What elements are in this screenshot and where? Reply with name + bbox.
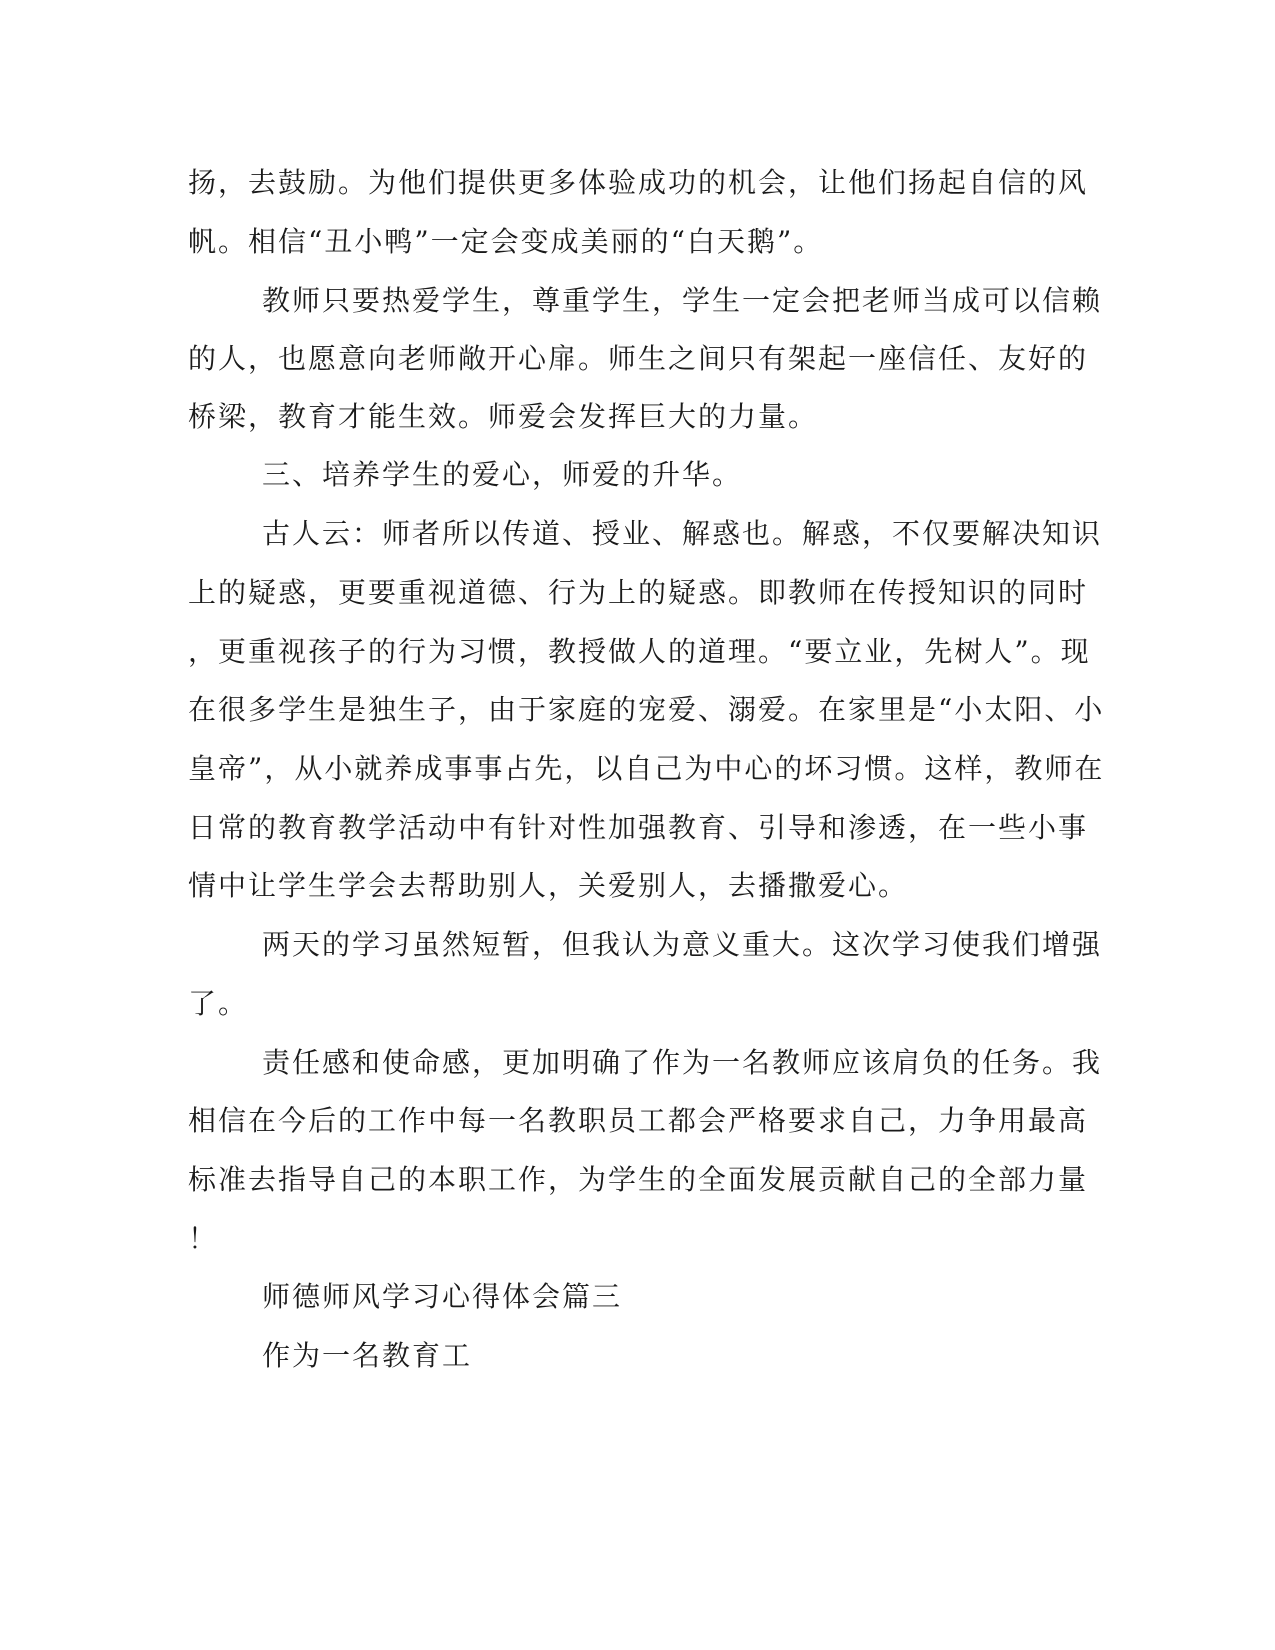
section-heading: 三、培养学生的爱心，师爱的升华。 [262, 458, 743, 491]
text-line: 上的疑惑，更要重视道德、行为上的疑惑。即教师在传授知识的同时 [188, 576, 1089, 609]
paragraph-first-line: 作为一名教育工 [262, 1339, 473, 1372]
text-line: 情中让学生学会去帮助别人，关爱别人，去播撒爱心。 [188, 869, 909, 902]
text-line: 帆。相信“丑小鸭”一定会变成美丽的“白天鹅”。 [188, 225, 824, 258]
text-line: ，更重视孩子的行为习惯，教授做人的道理。“要立业，先树人”。现 [188, 635, 1091, 668]
text-line: 标准去指导自己的本职工作，为学生的全面发展贡献自己的全部力量 [188, 1163, 1089, 1196]
text-line: 桥梁，教育才能生效。师爱会发挥巨大的力量。 [188, 400, 819, 433]
paragraph-first-line: 责任感和使命感，更加明确了作为一名教师应该肩负的任务。我 [262, 1046, 1103, 1079]
paragraph-first-line: 两天的学习虽然短暂，但我认为意义重大。这次学习使我们增强 [262, 928, 1103, 961]
text-line: 了。 [188, 987, 249, 1020]
paragraph-first-line: 教师只要热爱学生，尊重学生，学生一定会把老师当成可以信赖 [262, 284, 1103, 317]
text-line: 相信在今后的工作中每一名教职员工都会严格要求自己，力争用最高 [188, 1104, 1089, 1137]
text-line: 在很多学生是独生子，由于家庭的宠爱、溺爱。在家里是“小太阳、小 [188, 693, 1105, 726]
text-line: 皇帝”，从小就养成事事占先，以自己为中心的坏习惯。这样，教师在 [188, 752, 1105, 785]
paragraph-first-line: 古人云：师者所以传道、授业、解惑也。解惑，不仅要解决知识 [262, 517, 1103, 550]
text-line: 的人，也愿意向老师敞开心扉。师生之间只有架起一座信任、友好的 [188, 342, 1089, 375]
text-line: 扬，去鼓励。为他们提供更多体验成功的机会，让他们扬起自信的风 [188, 166, 1089, 199]
text-line: 日常的教育教学活动中有针对性加强教育、引导和渗透，在一些小事 [188, 811, 1089, 844]
article-title: 师德师风学习心得体会篇三 [262, 1280, 623, 1313]
text-line: ！ [188, 1222, 219, 1255]
